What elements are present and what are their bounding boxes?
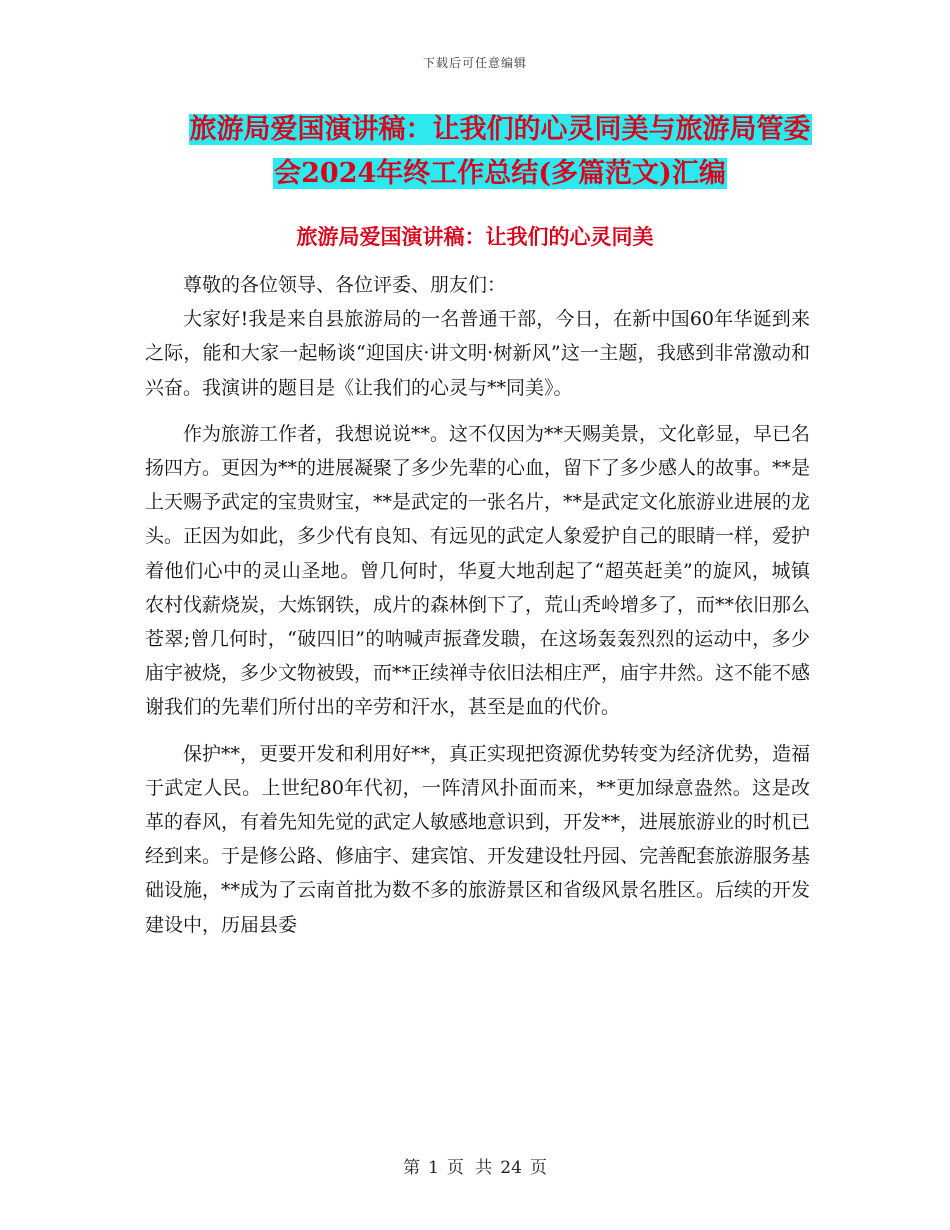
footer-middle: 页 共 <box>446 1158 493 1178</box>
footer-current-page: 1 <box>428 1158 439 1178</box>
footer-prefix: 第 <box>403 1158 421 1178</box>
paragraph-salutation: 尊敬的各位领导、各位评委、朋友们： <box>183 274 507 296</box>
paragraph-greeting: 大家好!我是来自县旅游局的一名普通干部，今日，在新中国60年华诞到来之际，能和大家一起畅谈“迎国庆·讲文明·树新风”这一主题，我感到非常激动和兴奋。我演讲的题目是《让我们的心灵与**同美》。 <box>145 308 810 399</box>
document-title <box>150 108 850 196</box>
body-text <box>145 268 810 942</box>
section-title: 旅游局爱国演讲稿：让我们的心灵同美 <box>296 224 654 249</box>
page-footer <box>0 1153 950 1178</box>
paragraph-development: 保护**，更要开发和利用好**，真正实现把资源优势转变为经济优势，造福于武定人民。上世纪80年代初，一阵清风扑面而来，**更加绿意盎然。这是改革的春风，有着先知先觉的武定人敏感地意识到，开发**，进展旅游业的时机已经到来。于是修公路、修庙宇、建宾馆、开发建设牡丹园、完善配套旅游服务基础设施，**成为了云南首批为数不多的旅游景区和省级风景名胜区。后续的开发建设中，历届县委 <box>145 742 811 936</box>
document-title-line-2: 会2024年终工作总结(多篇范文)汇编 <box>274 158 726 189</box>
header-note: 下载后可任意编辑 <box>422 56 527 70</box>
footer-total-pages: 24 <box>500 1158 522 1178</box>
document-title-line-1: 旅游局爱国演讲稿：让我们的心灵同美与旅游局管委 <box>189 114 811 145</box>
paragraph-history: 作为旅游工作者，我想说说**。这不仅因为**天赐美景，文化彰显，早已名扬四方。更因为**的进展凝聚了多少先辈的心血，留下了多少感人的故事。**是上天赐予武定的宝贵财宝，**是武定的一张名片，**是武定文化旅游业进展的龙头。正因为如此，多少代有良知、有远见的武定人象爱护自己的眼睛一样，爱护着他们心中的灵山圣地。曾几何时，华夏大地刮起了“超英赶美”的旋风，城镇农村伐薪烧炭，大炼钢铁，成片的森林倒下了，荒山秃岭增多了，而**依旧那么苍翠;曾几何时，“破四旧”的呐喊声振聋发聩，在这场轰轰烈烈的运动中，多少庙宇被烧，多少文物被毁，而**正续禅寺依旧法相庄严，庙宇井然。这不能不感谢我们的先辈们所付出的辛劳和汗水，甚至是血的代价。 <box>145 422 811 719</box>
footer-suffix: 页 <box>529 1158 547 1178</box>
